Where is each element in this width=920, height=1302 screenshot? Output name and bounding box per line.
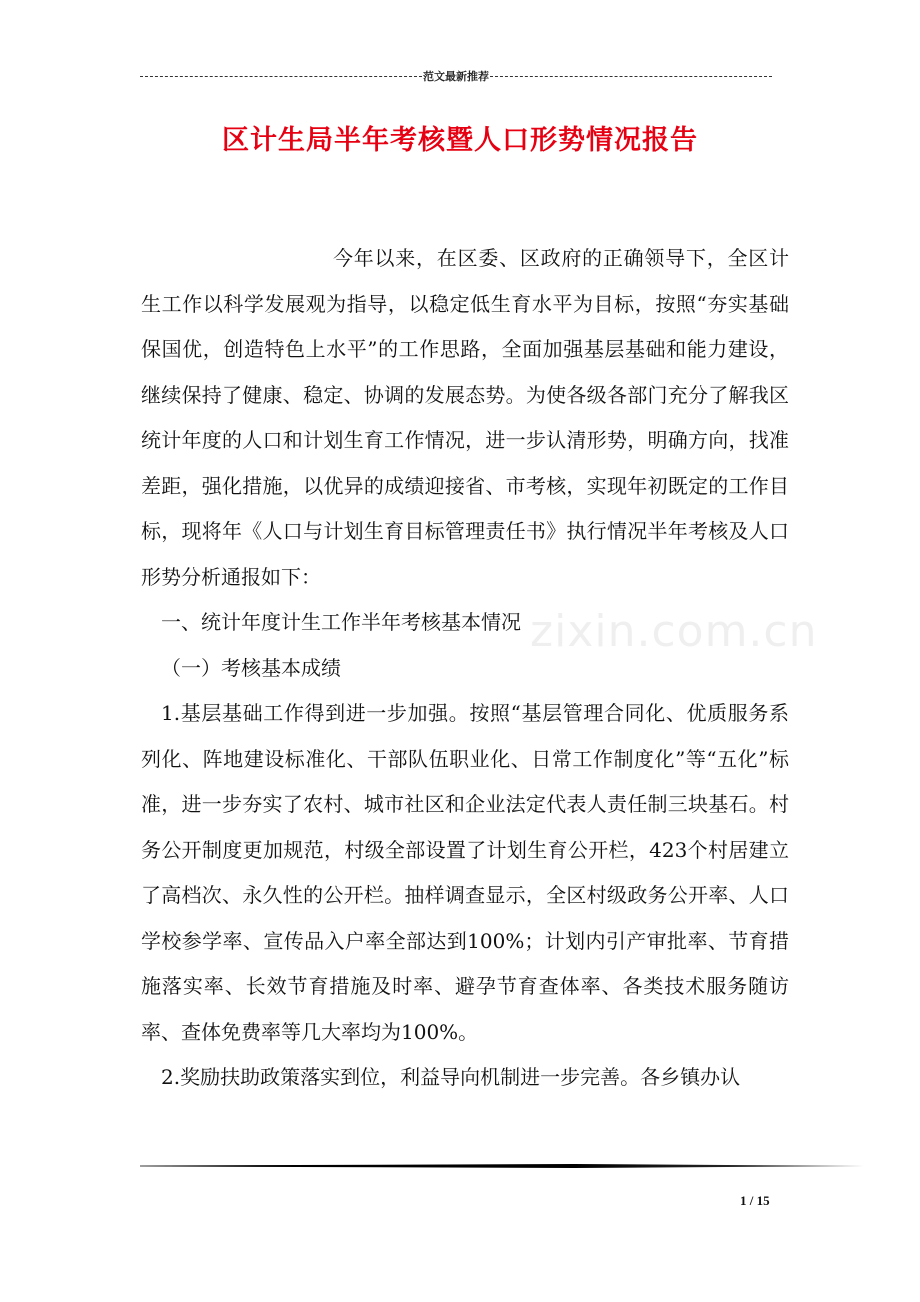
document-body xyxy=(141,236,789,1101)
watermark: zixin.com.cn xyxy=(530,606,818,657)
paragraph-intro: 今年以来，在区委、区政府的正确领导下，全区计生工作以科学发展观为指导，以稳定低生育水平为目标，按照“夯实基础保国优，创造特色上水平”的工作思路，全面加强基层基础和能力建设，继续保持了健康、稳定、协调的发展态势。为使各级各部门充分了解我区统计年度的人口和计划生育工作情况，进一步认清形势，明确方向，找准差距，强化措施，以优异的成绩迎接省、市考核，实现年初既定的工作目标，现将年《人口与计划生育目标管理责任书》执行情况半年考核及人口形势分析通报如下： xyxy=(141,246,789,589)
subsection-heading-1: （一）考核基本成绩 xyxy=(161,655,341,680)
section-heading-1: 一、统计年度计生工作半年考核基本情况 xyxy=(161,610,521,634)
document-title: 区计生局半年考核暨人口形势情况报告 xyxy=(222,125,698,156)
header-label: 范文最新推荐 xyxy=(423,71,489,83)
header-dash-right xyxy=(490,76,772,77)
paragraph-item-1: 1.基层基础工作得到进一步加强。按照“基层管理合同化、优质服务系列化、阵地建设标准化、干部队伍职业化、日常工作制度化”等“五化”标准，进一步夯实了农村、城市社区和企业法定代表人责任制三块基石。村务公开制度更加规范，村级全部设置了计划生育公开栏，423个村居建立了高档次、永久性的公开栏。抽样调查显示，全区村级政务公开率、人口学校参学率、宣传品入户率全部达到100%；计划内引产审批率、节育措施落实率、长效节育措施及时率、避孕节育查体率、各类技术服务随访率、查体免费率等几大率均为100%。 xyxy=(141,701,789,1044)
header-dash-left xyxy=(140,76,422,77)
page-number: 1 / 15 xyxy=(740,1193,770,1208)
paragraph-item-2: 2.奖励扶助政策落实到位，利益导向机制进一步完善。各乡镇办认 xyxy=(161,1065,741,1089)
footer-rule xyxy=(140,1164,864,1168)
header-rule xyxy=(140,68,772,84)
